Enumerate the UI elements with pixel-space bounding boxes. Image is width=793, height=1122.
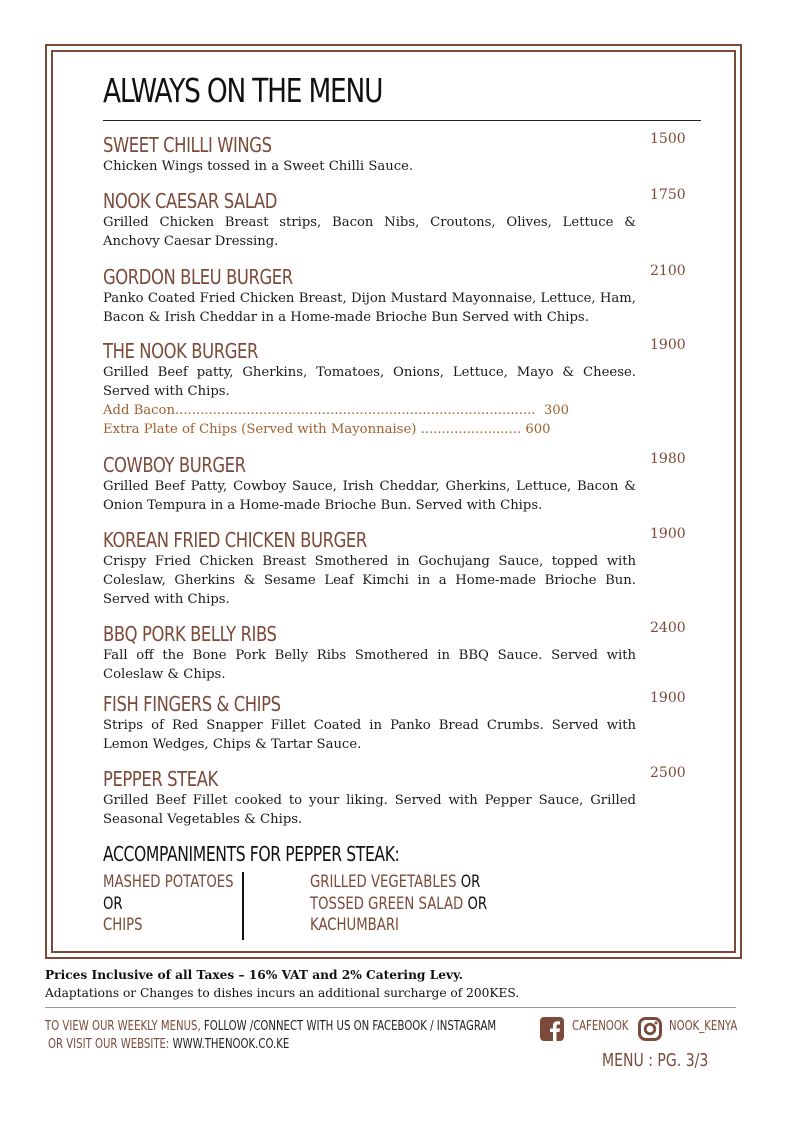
item-price: 1500: [650, 131, 686, 147]
item-name: COWBOY BURGER: [103, 453, 246, 477]
item-name: KOREAN FRIED CHICKEN BURGER: [103, 528, 367, 552]
item-description: Fall off the Bone Pork Belly Ribs Smothered in BBQ Sauce. Served with Coleslaw & Chips.: [103, 648, 636, 682]
tax-note: Prices Inclusive of all Taxes – 16% VAT and 2% Catering Levy.: [45, 968, 464, 982]
item-description: Crispy Fried Chicken Breast Smothered in Gochujang Sauce, topped with Coleslaw, Gherkins & Sesame Leaf Kimchi in a Home-made Brioche Bun. Served with Chips.: [103, 554, 636, 607]
addon-price: 600: [525, 422, 551, 437]
menu-item: [103, 453, 636, 515]
menu-item: [103, 339, 636, 439]
item-name: NOOK CAESAR SALAD: [103, 189, 277, 213]
website-link[interactable]: WWW.THENOOK.CO.KE: [172, 1037, 290, 1052]
item-price: 1900: [650, 337, 686, 353]
accompaniments-right: [310, 872, 487, 937]
accompaniments-title: ACCOMPANIMENTS FOR PEPPER STEAK:: [103, 842, 400, 866]
page-title: ALWAYS ON THE MENU: [103, 71, 383, 110]
accompaniments-left: [103, 872, 234, 937]
item-description: Grilled Beef Patty, Cowboy Sauce, Irish Cheddar, Gherkins, Lettuce, Bacon & Onion Tempura in a Home-made Brioche Bun. Served with Chips.: [103, 479, 636, 513]
facebook-icon[interactable]: [540, 1017, 564, 1041]
footer-divider: [45, 1007, 736, 1008]
menu-item: [103, 189, 636, 251]
title-divider: [103, 120, 701, 121]
addon-dots: ........................: [420, 422, 522, 437]
accompaniment-option: TOSSED GREEN SALAD: [310, 893, 464, 914]
instagram-icon[interactable]: [638, 1017, 662, 1041]
addon-label: Add Bacon: [103, 403, 175, 418]
item-description: Chicken Wings tossed in a Sweet Chilli Sauce.: [103, 159, 414, 174]
accompaniment-option: CHIPS: [103, 915, 143, 935]
menu-item: [103, 265, 636, 327]
footer-line-1: [45, 1018, 496, 1036]
accompaniment-option: KACHUMBARI: [310, 915, 399, 935]
menu-item: [103, 767, 636, 829]
accompaniment-or: OR: [460, 872, 481, 892]
instagram-handle[interactable]: NOOK_KENYA: [669, 1019, 738, 1034]
menu-item: [103, 622, 636, 684]
item-description: Grilled Chicken Breast strips, Bacon Nibs, Croutons, Olives, Lettuce & Anchovy Caesar Dressing.: [103, 215, 636, 249]
item-price: 1750: [650, 187, 686, 203]
addon-label: Extra Plate of Chips (Served with Mayonnaise): [103, 422, 417, 437]
menu-item: [103, 692, 636, 754]
item-description: Grilled Beef patty, Gherkins, Tomatoes, Onions, Lettuce, Mayo & Cheese. Served with Chips.: [103, 365, 636, 399]
item-name: GORDON BLEU BURGER: [103, 265, 293, 289]
addon-dots: ......................................................................................: [174, 403, 536, 418]
addon-row: [103, 420, 636, 439]
item-name: FISH FINGERS & CHIPS: [103, 692, 281, 716]
accompaniment-option: MASHED POTATOES: [103, 872, 234, 892]
addon-row: [103, 401, 636, 420]
accompaniment-option: GRILLED VEGETABLES: [310, 872, 457, 892]
item-name: SWEET CHILLI WINGS: [103, 133, 272, 157]
addon-price: 300: [543, 403, 570, 418]
menu-item: [103, 133, 636, 176]
page-number: MENU : PG. 3/3: [602, 1050, 709, 1071]
item-description: Panko Coated Fried Chicken Breast, Dijon Mustard Mayonnaise, Lettuce, Ham, Bacon & Irish Cheddar in a Home-made Brioche Bun Served with Chips.: [103, 291, 636, 325]
surcharge-note: Adaptations or Changes to dishes incurs an additional surcharge of 200KES.: [45, 986, 520, 1000]
menu-item: [103, 528, 636, 609]
facebook-handle[interactable]: CAFENOOK: [572, 1019, 629, 1034]
item-name: PEPPER STEAK: [103, 767, 218, 791]
item-price: 1980: [650, 451, 686, 467]
item-price: 1900: [650, 690, 686, 706]
item-price: 1900: [650, 526, 686, 542]
item-price: 2500: [650, 765, 686, 781]
item-price: 2100: [650, 263, 686, 279]
item-description: Strips of Red Snapper Fillet Coated in Panko Bread Crumbs. Served with Lemon Wedges, Chips & Tartar Sauce.: [103, 718, 636, 752]
accompaniments-divider: [242, 872, 244, 940]
footer-text: TO VIEW OUR WEEKLY MENUS,: [45, 1019, 201, 1034]
item-price: 2400: [650, 620, 686, 636]
item-name: THE NOOK BURGER: [103, 339, 258, 363]
item-name: BBQ PORK BELLY RIBS: [103, 622, 277, 646]
footer-text: FOLLOW /CONNECT WITH US ON FACEBOOK / INSTAGRAM: [203, 1019, 497, 1034]
accompaniment-or: OR: [103, 893, 123, 914]
item-description: Grilled Beef Fillet cooked to your liking. Served with Pepper Sauce, Grilled Seasonal Vegetables & Chips.: [103, 793, 636, 827]
footer-line-2: [48, 1036, 289, 1054]
footer-text: OR VISIT OUR WEBSITE:: [48, 1037, 170, 1052]
accompaniment-or: OR: [467, 893, 488, 914]
